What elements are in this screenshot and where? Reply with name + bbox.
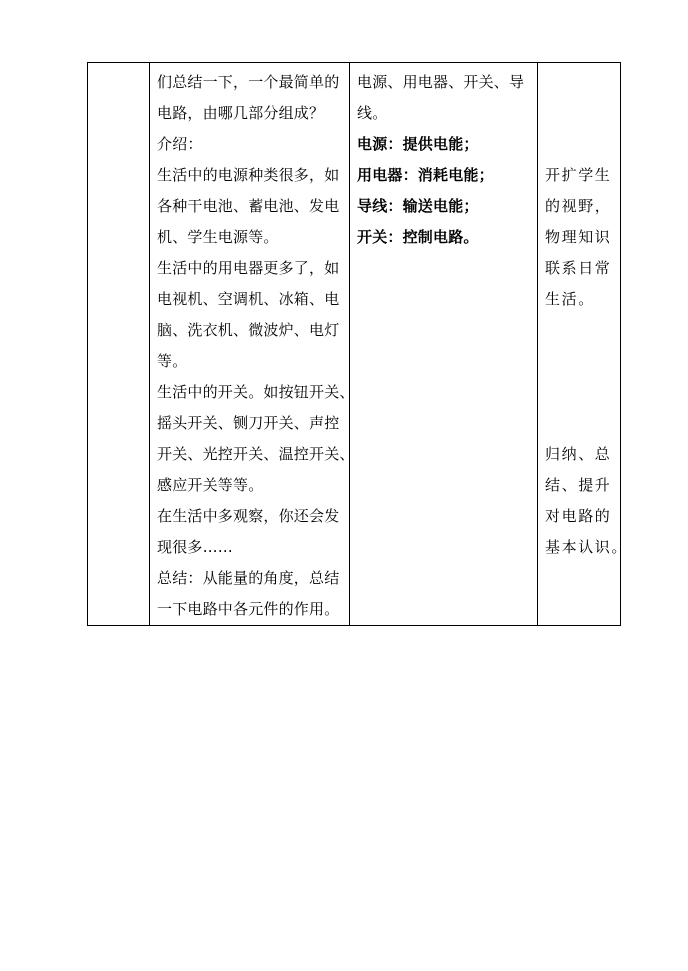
- answer-line: 线。: [357, 104, 388, 122]
- note-line: 联系日常: [545, 259, 612, 277]
- content-line: 各种干电池、蓄电池、发电: [157, 197, 340, 215]
- note-line: 物理知识: [545, 228, 612, 246]
- content-line: 电视机、空调机、冰箱、电: [157, 290, 340, 308]
- content-line: 现很多……: [157, 538, 234, 556]
- note-line: 对电路的: [545, 507, 612, 525]
- content-line: 一下电路中各元件的作用。: [157, 600, 340, 618]
- content-line: 开关、光控开关、温控开关、: [157, 445, 355, 463]
- note-line: 基本认识。: [545, 538, 629, 556]
- content-line: 生活中的开关。如按钮开关、: [157, 383, 355, 401]
- component-role-item: 电源：提供电能；: [357, 135, 479, 153]
- table-row: [88, 63, 621, 626]
- component-role-item: 导线：输送电能；: [357, 197, 479, 215]
- content-line: 在生活中多观察，你还会发: [157, 507, 340, 525]
- notes-group: [545, 439, 629, 563]
- note-line: 生活。: [545, 290, 595, 308]
- spacer: [545, 315, 614, 439]
- stage-cell: [88, 63, 150, 626]
- student-activity-cell: [350, 63, 538, 626]
- design-intent-cell: [538, 63, 629, 626]
- content-line: 摇头开关、铡刀开关、声控: [157, 414, 340, 432]
- note-line: 归纳、总: [545, 445, 612, 463]
- component-role-item: 用电器：消耗电能；: [357, 166, 494, 184]
- component-role-item: 开关：控制电路。: [357, 228, 479, 246]
- content-line: 等。: [157, 352, 188, 370]
- content-line: 总结：从能量的角度，总结: [157, 569, 340, 587]
- content-line: 感应开关等等。: [157, 476, 264, 494]
- content-line: 生活中的电源种类很多，如: [157, 166, 340, 184]
- teacher-activity-cell: [150, 63, 355, 626]
- content-line: 生活中的用电器更多了，如: [157, 259, 340, 277]
- content-line: 机、学生电源等。: [157, 228, 279, 246]
- content-line: 们总结一下，一个最简单的: [157, 73, 340, 91]
- notes-group: [545, 160, 614, 315]
- content-line: 脑、洗衣机、微波炉、电灯: [157, 321, 340, 339]
- note-line: 的视野，: [545, 197, 612, 215]
- content-line: 电路，由哪几部分组成？: [157, 104, 325, 122]
- content-line: 介绍：: [157, 135, 203, 153]
- lesson-table: [87, 62, 629, 626]
- note-line: 结、提升: [545, 476, 612, 494]
- note-line: 开扩学生: [545, 166, 612, 184]
- answer-line: 电源、用电器、开关、导: [357, 73, 525, 91]
